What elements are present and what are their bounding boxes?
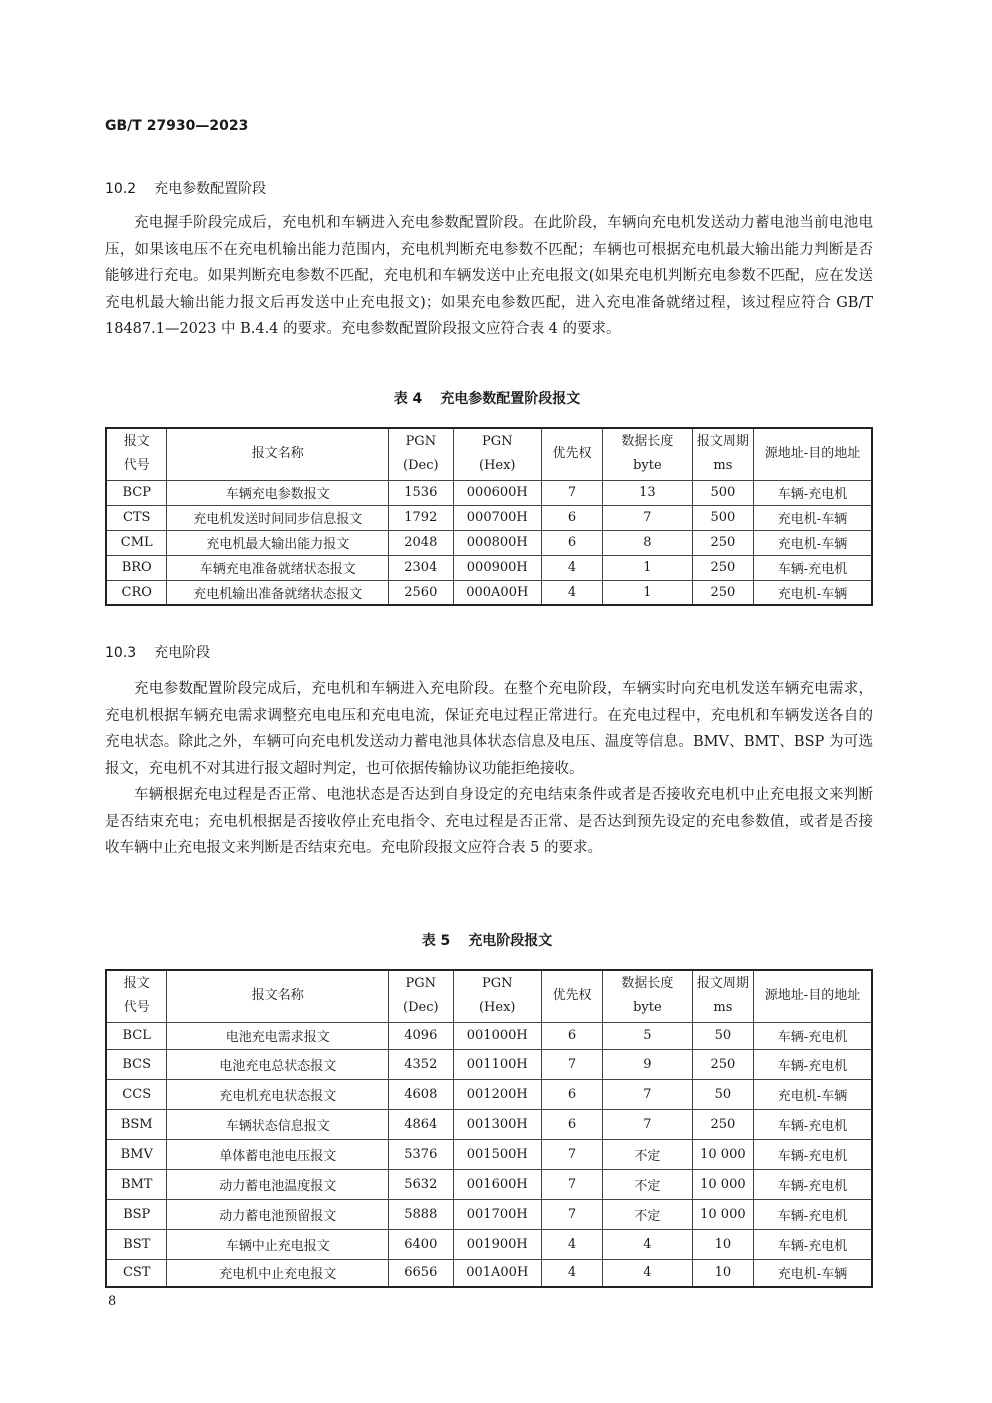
column-header	[692, 428, 753, 480]
section-number: 10.2	[105, 181, 137, 197]
table-cell: 6	[542, 530, 603, 555]
table-cell: 1536	[389, 480, 453, 505]
table-cell: 001100H	[453, 1049, 541, 1079]
table-cell: 车辆-充电机	[754, 1049, 873, 1079]
header-line: 数据长度	[621, 976, 674, 992]
column-header	[453, 428, 541, 480]
table-cell: BSP	[106, 1199, 167, 1229]
table-row	[106, 1079, 872, 1109]
column-header	[754, 428, 872, 480]
column-header	[389, 428, 453, 480]
table-cell: 10 000	[692, 1199, 753, 1229]
table-cell: 4608	[389, 1079, 453, 1109]
table-cell: 6400	[389, 1229, 453, 1259]
table-cell: 车辆-充电机	[754, 1109, 873, 1139]
table-row	[106, 1109, 872, 1139]
paragraph: 充电握手阶段完成后，充电机和车辆进入充电参数配置阶段。在此阶段，车辆向充电机发送动力蓄电池当前电池电压，如果该电压不在充电机输出能力范围内，充电机判断充电参数不匹配；车辆也可根据充电机最大输出能力判断是否能够进行充电。如果判断充电参数不匹配，充电机和车辆发送中止充电报文(如果充电机判断充电参数不匹配，应在发送充电机最大输出能力报文后再发送中止充电报文)；如果充电参数匹配，进入充电准备就绪过程，该过程应符合 GB/T 18487.1—2023 中 B.4.4 的要求。充电参数配置阶段报文应符合表 4 的要求。	[105, 215, 873, 337]
header-line: ms	[713, 1000, 733, 1016]
column-header	[106, 970, 167, 1022]
section-heading-10-3	[105, 642, 228, 662]
table-cell: 001A00H	[453, 1259, 541, 1287]
column-header	[692, 970, 753, 1022]
table-row	[106, 555, 872, 580]
table-cell: 10	[692, 1229, 753, 1259]
table-number: 表 5	[421, 933, 451, 949]
table-number: 表 4	[393, 391, 423, 407]
page-number: 8	[108, 1294, 117, 1309]
header-line: (Hex)	[478, 1000, 516, 1016]
table-cell: 250	[692, 1109, 753, 1139]
table-row	[106, 1169, 872, 1199]
table-row	[106, 505, 872, 530]
table-cell: 7	[541, 1139, 602, 1169]
table-cell: 4	[603, 1229, 693, 1259]
table-cell: 充电机-车辆	[754, 505, 872, 530]
column-header	[603, 970, 693, 1022]
header-line: 报文名称	[251, 988, 304, 1004]
table-cell: 8	[603, 530, 693, 555]
header-line: 源地址-目的地址	[764, 446, 861, 462]
paragraph: 充电参数配置阶段完成后，充电机和车辆进入充电阶段。在整个充电阶段，车辆实时向充电机发送车辆充电需求，充电机根据车辆充电需求调整充电电压和充电电流，保证充电过程正常进行。在充电过程中，充电机和车辆发送各自的充电状态。除此之外，车辆可向充电机发送动力蓄电池具体状态信息及电压、温度等信息。BMV、BMT、BSP 为可选报文，充电机不对其进行报文超时判定，也可依据传输协议功能拒绝接收。	[105, 681, 873, 777]
header-line: ms	[713, 458, 733, 474]
table-cell: 6	[542, 505, 603, 530]
table-cell: 4864	[389, 1109, 453, 1139]
header-line: 报文周期	[696, 434, 749, 450]
table-cell: 500	[692, 480, 753, 505]
header-line: 优先权	[552, 988, 592, 1004]
table-cell: 10 000	[692, 1139, 753, 1169]
table-cell: 车辆中止充电报文	[167, 1229, 389, 1259]
table-cell: 4	[542, 555, 603, 580]
table-title: 充电阶段报文	[468, 933, 553, 949]
table-cell: CTS	[106, 505, 167, 530]
table-cell: 6	[541, 1079, 602, 1109]
table-5	[105, 969, 873, 1288]
table-cell: 5376	[389, 1139, 453, 1169]
table-cell: 5	[603, 1022, 693, 1049]
table-cell: 充电机输出准备就绪状态报文	[167, 580, 389, 605]
table-cell: 001200H	[453, 1079, 541, 1109]
table-cell: 000A00H	[453, 580, 541, 605]
table-cell: 车辆状态信息报文	[167, 1109, 389, 1139]
table-cell: 6	[541, 1109, 602, 1139]
table-cell: 7	[542, 480, 603, 505]
table-row	[106, 1022, 872, 1049]
table-cell: 7	[603, 505, 693, 530]
header-line: 代号	[123, 458, 150, 474]
header-line: 优先权	[552, 446, 592, 462]
table-cell: 单体蓄电池电压报文	[167, 1139, 389, 1169]
table-row	[106, 1139, 872, 1169]
table-cell: 000800H	[453, 530, 541, 555]
table-cell: 充电机充电状态报文	[167, 1079, 389, 1109]
table-cell: 车辆-充电机	[754, 1229, 873, 1259]
table-row	[106, 1259, 872, 1287]
header-line: (Dec)	[403, 1000, 439, 1016]
table-cell: 车辆-充电机	[754, 480, 872, 505]
column-header	[754, 970, 873, 1022]
standard-header: GB/T 27930—2023	[105, 118, 249, 134]
table-cell: 13	[603, 480, 693, 505]
table-cell: 充电机发送时间同步信息报文	[167, 505, 389, 530]
column-header	[603, 428, 693, 480]
table-cell: 50	[692, 1079, 753, 1109]
header-line: PGN	[405, 976, 437, 992]
table-cell: 001000H	[453, 1022, 541, 1049]
table-cell: 不定	[603, 1199, 693, 1229]
table-caption	[0, 930, 992, 950]
table-cell: 10	[692, 1259, 753, 1287]
table-cell: 500	[692, 505, 753, 530]
table-cell: 充电机中止充电报文	[167, 1259, 389, 1287]
header-line: byte	[633, 458, 662, 474]
table-cell: 000700H	[453, 505, 541, 530]
column-header	[453, 970, 541, 1022]
table-cell: 50	[692, 1022, 753, 1049]
section-heading-10-2	[105, 178, 284, 198]
table-cell: CML	[106, 530, 167, 555]
table-cell: BCS	[106, 1049, 167, 1079]
table-cell: 4	[603, 1259, 693, 1287]
table-caption	[0, 388, 992, 408]
table-cell: 9	[603, 1049, 693, 1079]
table-cell: 10 000	[692, 1169, 753, 1199]
table-cell: 动力蓄电池温度报文	[167, 1169, 389, 1199]
table-cell: 250	[692, 530, 753, 555]
table-cell: 1792	[389, 505, 453, 530]
header-line: 报文周期	[696, 976, 749, 992]
table-cell: 车辆充电参数报文	[167, 480, 389, 505]
table-cell: 车辆充电准备就绪状态报文	[167, 555, 389, 580]
table-cell: 1	[603, 555, 693, 580]
table-cell: 2304	[389, 555, 453, 580]
header-line: (Hex)	[479, 458, 516, 474]
table-cell: 2048	[389, 530, 453, 555]
table-cell: 001300H	[453, 1109, 541, 1139]
header-line: 源地址-目的地址	[764, 988, 861, 1004]
table-cell: BST	[106, 1229, 167, 1259]
table-cell: 车辆-充电机	[754, 555, 872, 580]
table-cell: 000900H	[453, 555, 541, 580]
table-cell: 250	[692, 1049, 753, 1079]
section-number: 10.3	[105, 645, 137, 661]
table-cell: 5632	[389, 1169, 453, 1199]
table-cell: BMV	[106, 1139, 167, 1169]
table-cell: 6	[541, 1022, 602, 1049]
table-cell: 7	[603, 1079, 693, 1109]
header-line: PGN	[482, 434, 513, 450]
table-cell: 充电机-车辆	[754, 1259, 873, 1287]
table-cell: 250	[692, 555, 753, 580]
table-cell: 充电机最大输出能力报文	[167, 530, 389, 555]
header-line: byte	[633, 1000, 662, 1016]
table-cell: BCP	[106, 480, 167, 505]
section-title: 充电参数配置阶段	[154, 181, 267, 197]
column-header	[389, 970, 453, 1022]
table-cell: BMT	[106, 1169, 167, 1199]
table-cell: 7	[603, 1109, 693, 1139]
table-row	[106, 530, 872, 555]
column-header	[541, 970, 602, 1022]
table-row	[106, 1049, 872, 1079]
header-line: PGN	[405, 434, 437, 450]
table-row	[106, 1199, 872, 1229]
table-row	[106, 1229, 872, 1259]
table-cell: 6656	[389, 1259, 453, 1287]
paragraph: 车辆根据充电过程是否正常、电池状态是否达到自身设定的充电结束条件或者是否接收充电机中止充电报文来判断是否结束充电；充电机根据是否接收停止充电指令、充电过程是否正常、是否达到预先设定的充电参数值，或者是否接收车辆中止充电报文来判断是否结束充电。充电阶段报文应符合表 5 的要求。	[105, 787, 873, 856]
table-cell: 动力蓄电池预留报文	[167, 1199, 389, 1229]
table-cell: CST	[106, 1259, 167, 1287]
table-cell: 2560	[389, 580, 453, 605]
header-line: 数据长度	[621, 434, 674, 450]
table-cell: CRO	[106, 580, 167, 605]
table-cell: 车辆-充电机	[754, 1139, 873, 1169]
table-cell: 车辆-充电机	[754, 1022, 873, 1049]
header-line: (Dec)	[403, 458, 439, 474]
table-cell: 充电机-车辆	[754, 580, 872, 605]
table-cell: 001600H	[453, 1169, 541, 1199]
table-row	[106, 580, 872, 605]
column-header	[106, 428, 167, 480]
table-cell: BSM	[106, 1109, 167, 1139]
table-cell: 4	[541, 1259, 602, 1287]
table-cell: 1	[603, 580, 693, 605]
table-cell: 4352	[389, 1049, 453, 1079]
table-cell: 电池充电总状态报文	[167, 1049, 389, 1079]
table-title: 充电参数配置阶段报文	[440, 391, 581, 407]
table-cell: 4	[541, 1229, 602, 1259]
table-cell: 充电机-车辆	[754, 1079, 873, 1109]
table-cell: 250	[692, 580, 753, 605]
table-cell: 电池充电需求报文	[167, 1022, 389, 1049]
header-line: 代号	[123, 1000, 150, 1016]
table-cell: 不定	[603, 1139, 693, 1169]
table-cell: BCL	[106, 1022, 167, 1049]
table-cell: 车辆-充电机	[754, 1169, 873, 1199]
table-cell: BRO	[106, 555, 167, 580]
table-cell: 不定	[603, 1169, 693, 1199]
table-cell: 充电机-车辆	[754, 530, 872, 555]
table-cell: 4	[542, 580, 603, 605]
table-cell: 7	[541, 1049, 602, 1079]
table-4	[105, 427, 873, 606]
table-cell: 001900H	[453, 1229, 541, 1259]
section-title: 充电阶段	[154, 645, 211, 661]
column-header	[542, 428, 603, 480]
table-cell: 车辆-充电机	[754, 1199, 873, 1229]
table-cell: 001500H	[453, 1139, 541, 1169]
column-header	[167, 970, 389, 1022]
table-cell: 5888	[389, 1199, 453, 1229]
table-cell: 000600H	[453, 480, 541, 505]
column-header	[167, 428, 389, 480]
header-line: 报文	[123, 434, 150, 450]
table-cell: 4096	[389, 1022, 453, 1049]
table-cell: CCS	[106, 1079, 167, 1109]
table-cell: 7	[541, 1169, 602, 1199]
table-cell: 7	[541, 1199, 602, 1229]
header-line: 报文	[123, 976, 150, 992]
table-row	[106, 480, 872, 505]
header-line: PGN	[481, 976, 513, 992]
header-line: 报文名称	[251, 446, 304, 462]
table-cell: 001700H	[453, 1199, 541, 1229]
